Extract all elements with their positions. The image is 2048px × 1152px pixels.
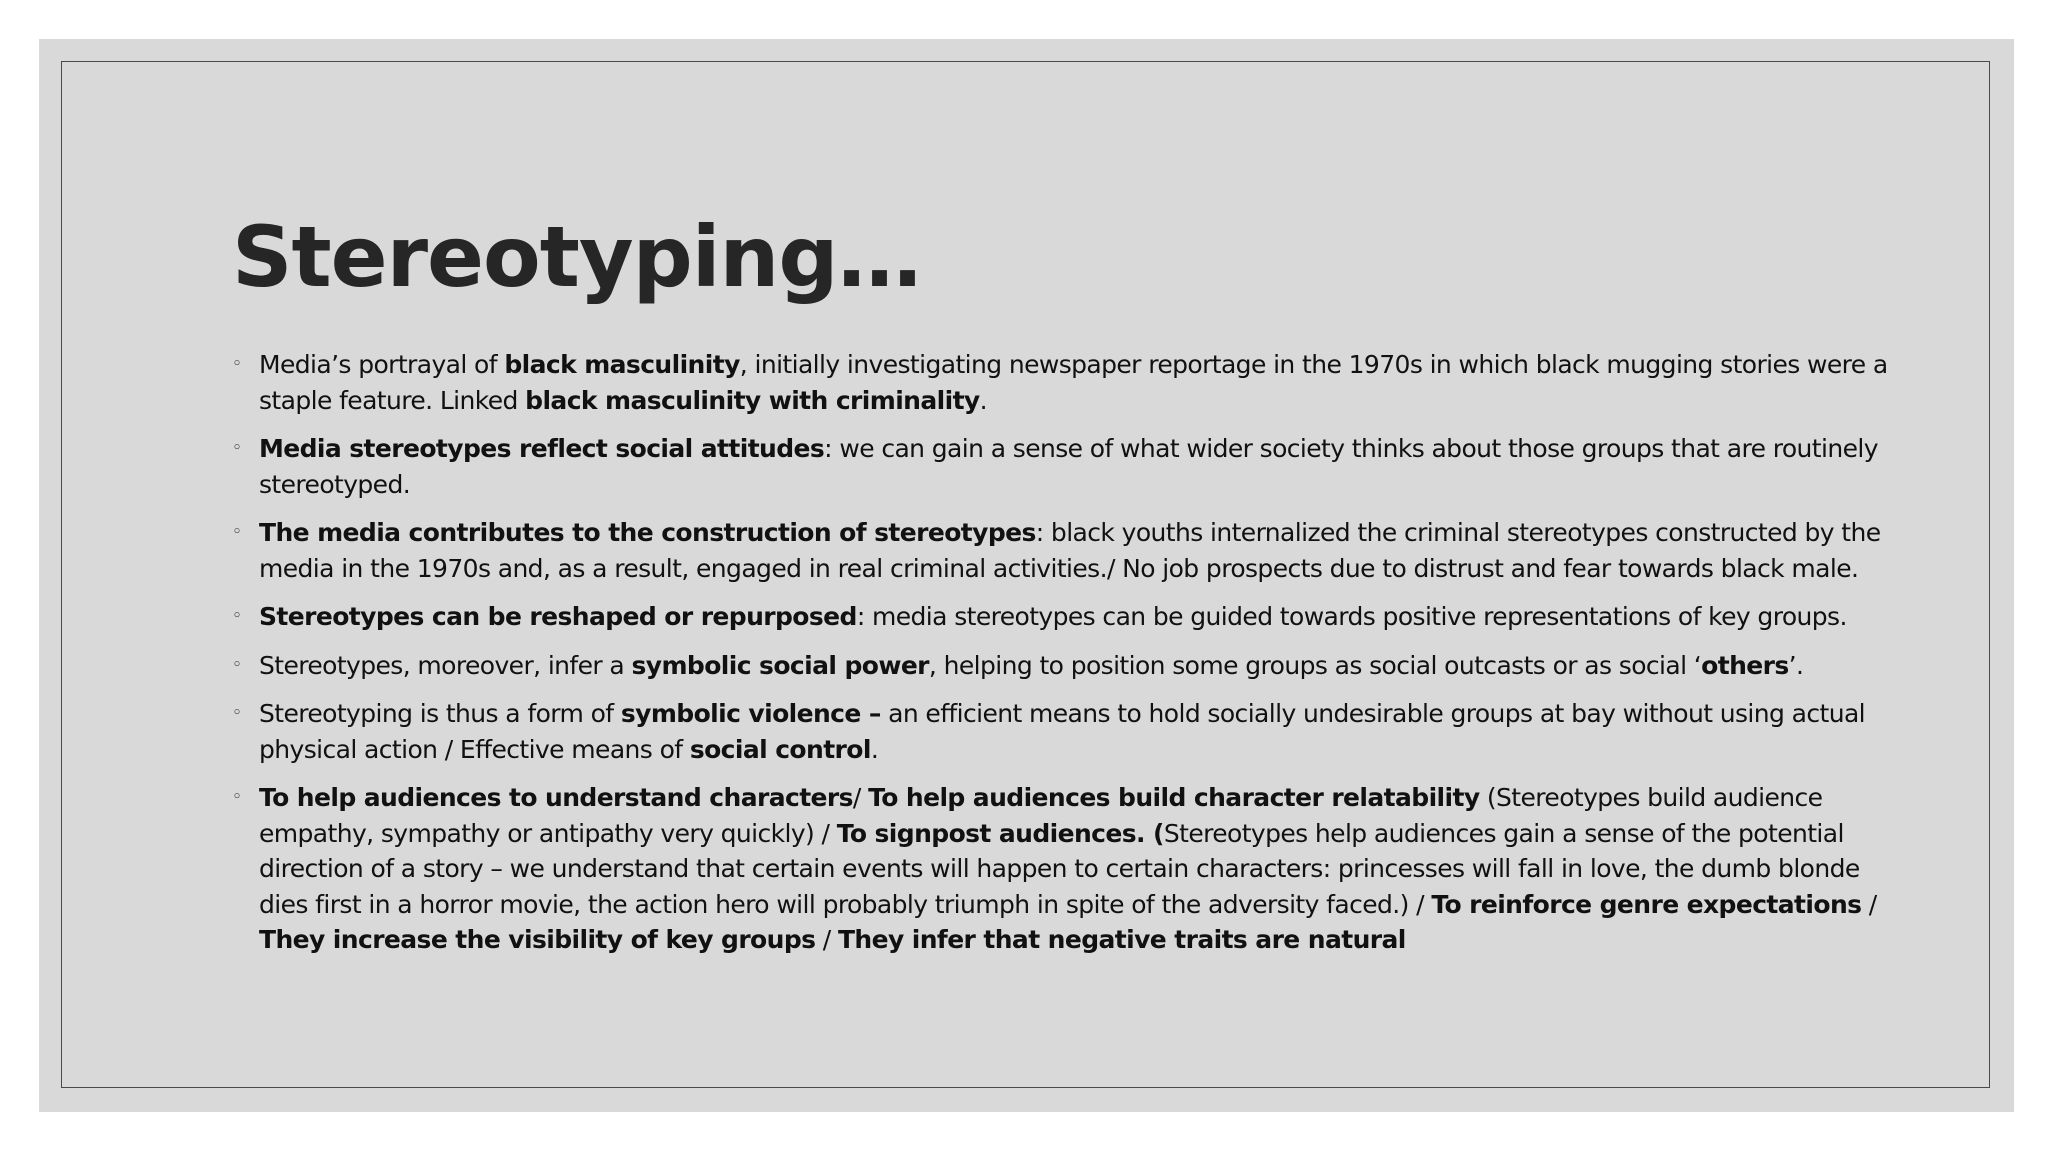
- bullet-segment: an efficient means to hold socially undesirable groups at bay without using actual physical action / Effective means of: [259, 699, 1866, 764]
- bullet-segment: .: [979, 385, 987, 415]
- bullet-marker-icon: ◦: [232, 354, 242, 374]
- bullet-item: [232, 347, 1902, 418]
- bullet-item: [232, 648, 1902, 684]
- bullet-segment-bold: social control: [689, 734, 871, 764]
- bullet-segment: : media stereotypes can be guided towards positive representations of key groups.: [856, 602, 1847, 631]
- bullet-segment: , helping to position some groups as social outcasts or as social ‘: [928, 650, 1702, 680]
- bullet-marker-icon: ◦: [232, 703, 242, 723]
- bullet-segment: /: [1861, 889, 1877, 919]
- bullet-marker-icon: ◦: [232, 787, 242, 807]
- bullet-segment: Stereotypes help audiences gain a sense of the potential direction of a story – we understand that certain events will happen to certain characters: princesses will fall in love, the dumb blonde dies first in a horror movie, the action hero will probably triumph in spite of the adversity faced.) /: [259, 818, 1860, 919]
- bullet-marker-icon: ◦: [232, 438, 242, 458]
- bullet-segment: , initially investigating newspaper reportage in the 1970s in which black mugging stories were a staple feature. Linked: [259, 350, 1888, 415]
- bullet-item: [232, 696, 1902, 767]
- bullet-segment-bold: black masculinity with criminality: [525, 385, 980, 415]
- bullet-list: [232, 347, 1902, 971]
- bullet-segment-bold: The media contributes to the construction of stereotypes: [259, 518, 1036, 547]
- bullet-segment: Stereotypes, moreover, infer a: [259, 650, 632, 680]
- bullet-segment: Media’s portrayal of: [259, 350, 505, 379]
- bullet-item: [232, 780, 1902, 958]
- bullet-segment: /: [852, 783, 869, 812]
- bullet-marker-icon: ◦: [232, 654, 242, 675]
- bullet-marker-icon: ◦: [232, 606, 242, 626]
- bullet-item: [232, 599, 1902, 635]
- bullet-segment: (Stereotypes build audience empathy, sympathy or antipathy very quickly) /: [259, 783, 1823, 848]
- bullet-segment: : we can gain a sense of what wider society thinks about those groups that are routinely stereotyped.: [259, 434, 1878, 499]
- bullet-segment-bold: others: [1701, 650, 1789, 680]
- bullet-segment-bold: symbolic social power: [631, 650, 929, 680]
- bullet-segment: : black youths internalized the criminal stereotypes constructed by the media in the 1970s and, as a result, engaged in real criminal activities./ No job prospects due to distrust and fear towards black male.: [259, 518, 1881, 583]
- bullet-segment-bold: To help audiences to understand characters: [259, 783, 853, 812]
- slide-title: Stereotyping…: [232, 208, 921, 306]
- bullet-segment: ’.: [1788, 650, 1804, 680]
- bullet-marker-icon: ◦: [232, 522, 242, 542]
- bullet-segment-bold: Stereotypes can be reshaped or repurposed: [259, 602, 857, 631]
- slide: [39, 39, 2014, 1112]
- bullet-segment-bold: They infer that negative traits are natural: [837, 925, 1406, 954]
- bullet-segment-bold: To help audiences build character relatability: [868, 783, 1480, 812]
- bullet-segment-bold: symbolic violence –: [620, 699, 881, 728]
- bullet-segment-bold: They increase the visibility of key groups: [259, 925, 816, 954]
- bullet-segment-bold: black masculinity: [504, 350, 740, 379]
- bullet-segment-bold: To signpost audiences. (: [836, 818, 1164, 848]
- bullet-segment-bold: Media stereotypes reflect social attitudes: [259, 434, 825, 463]
- bullet-segment: .: [870, 734, 879, 764]
- bullet-segment: /: [815, 925, 838, 954]
- bullet-segment-bold: To reinforce genre expectations: [1431, 889, 1862, 919]
- bullet-item: [232, 515, 1902, 586]
- bullet-segment: Stereotyping is thus a form of: [259, 699, 621, 728]
- bullet-item: [232, 431, 1902, 502]
